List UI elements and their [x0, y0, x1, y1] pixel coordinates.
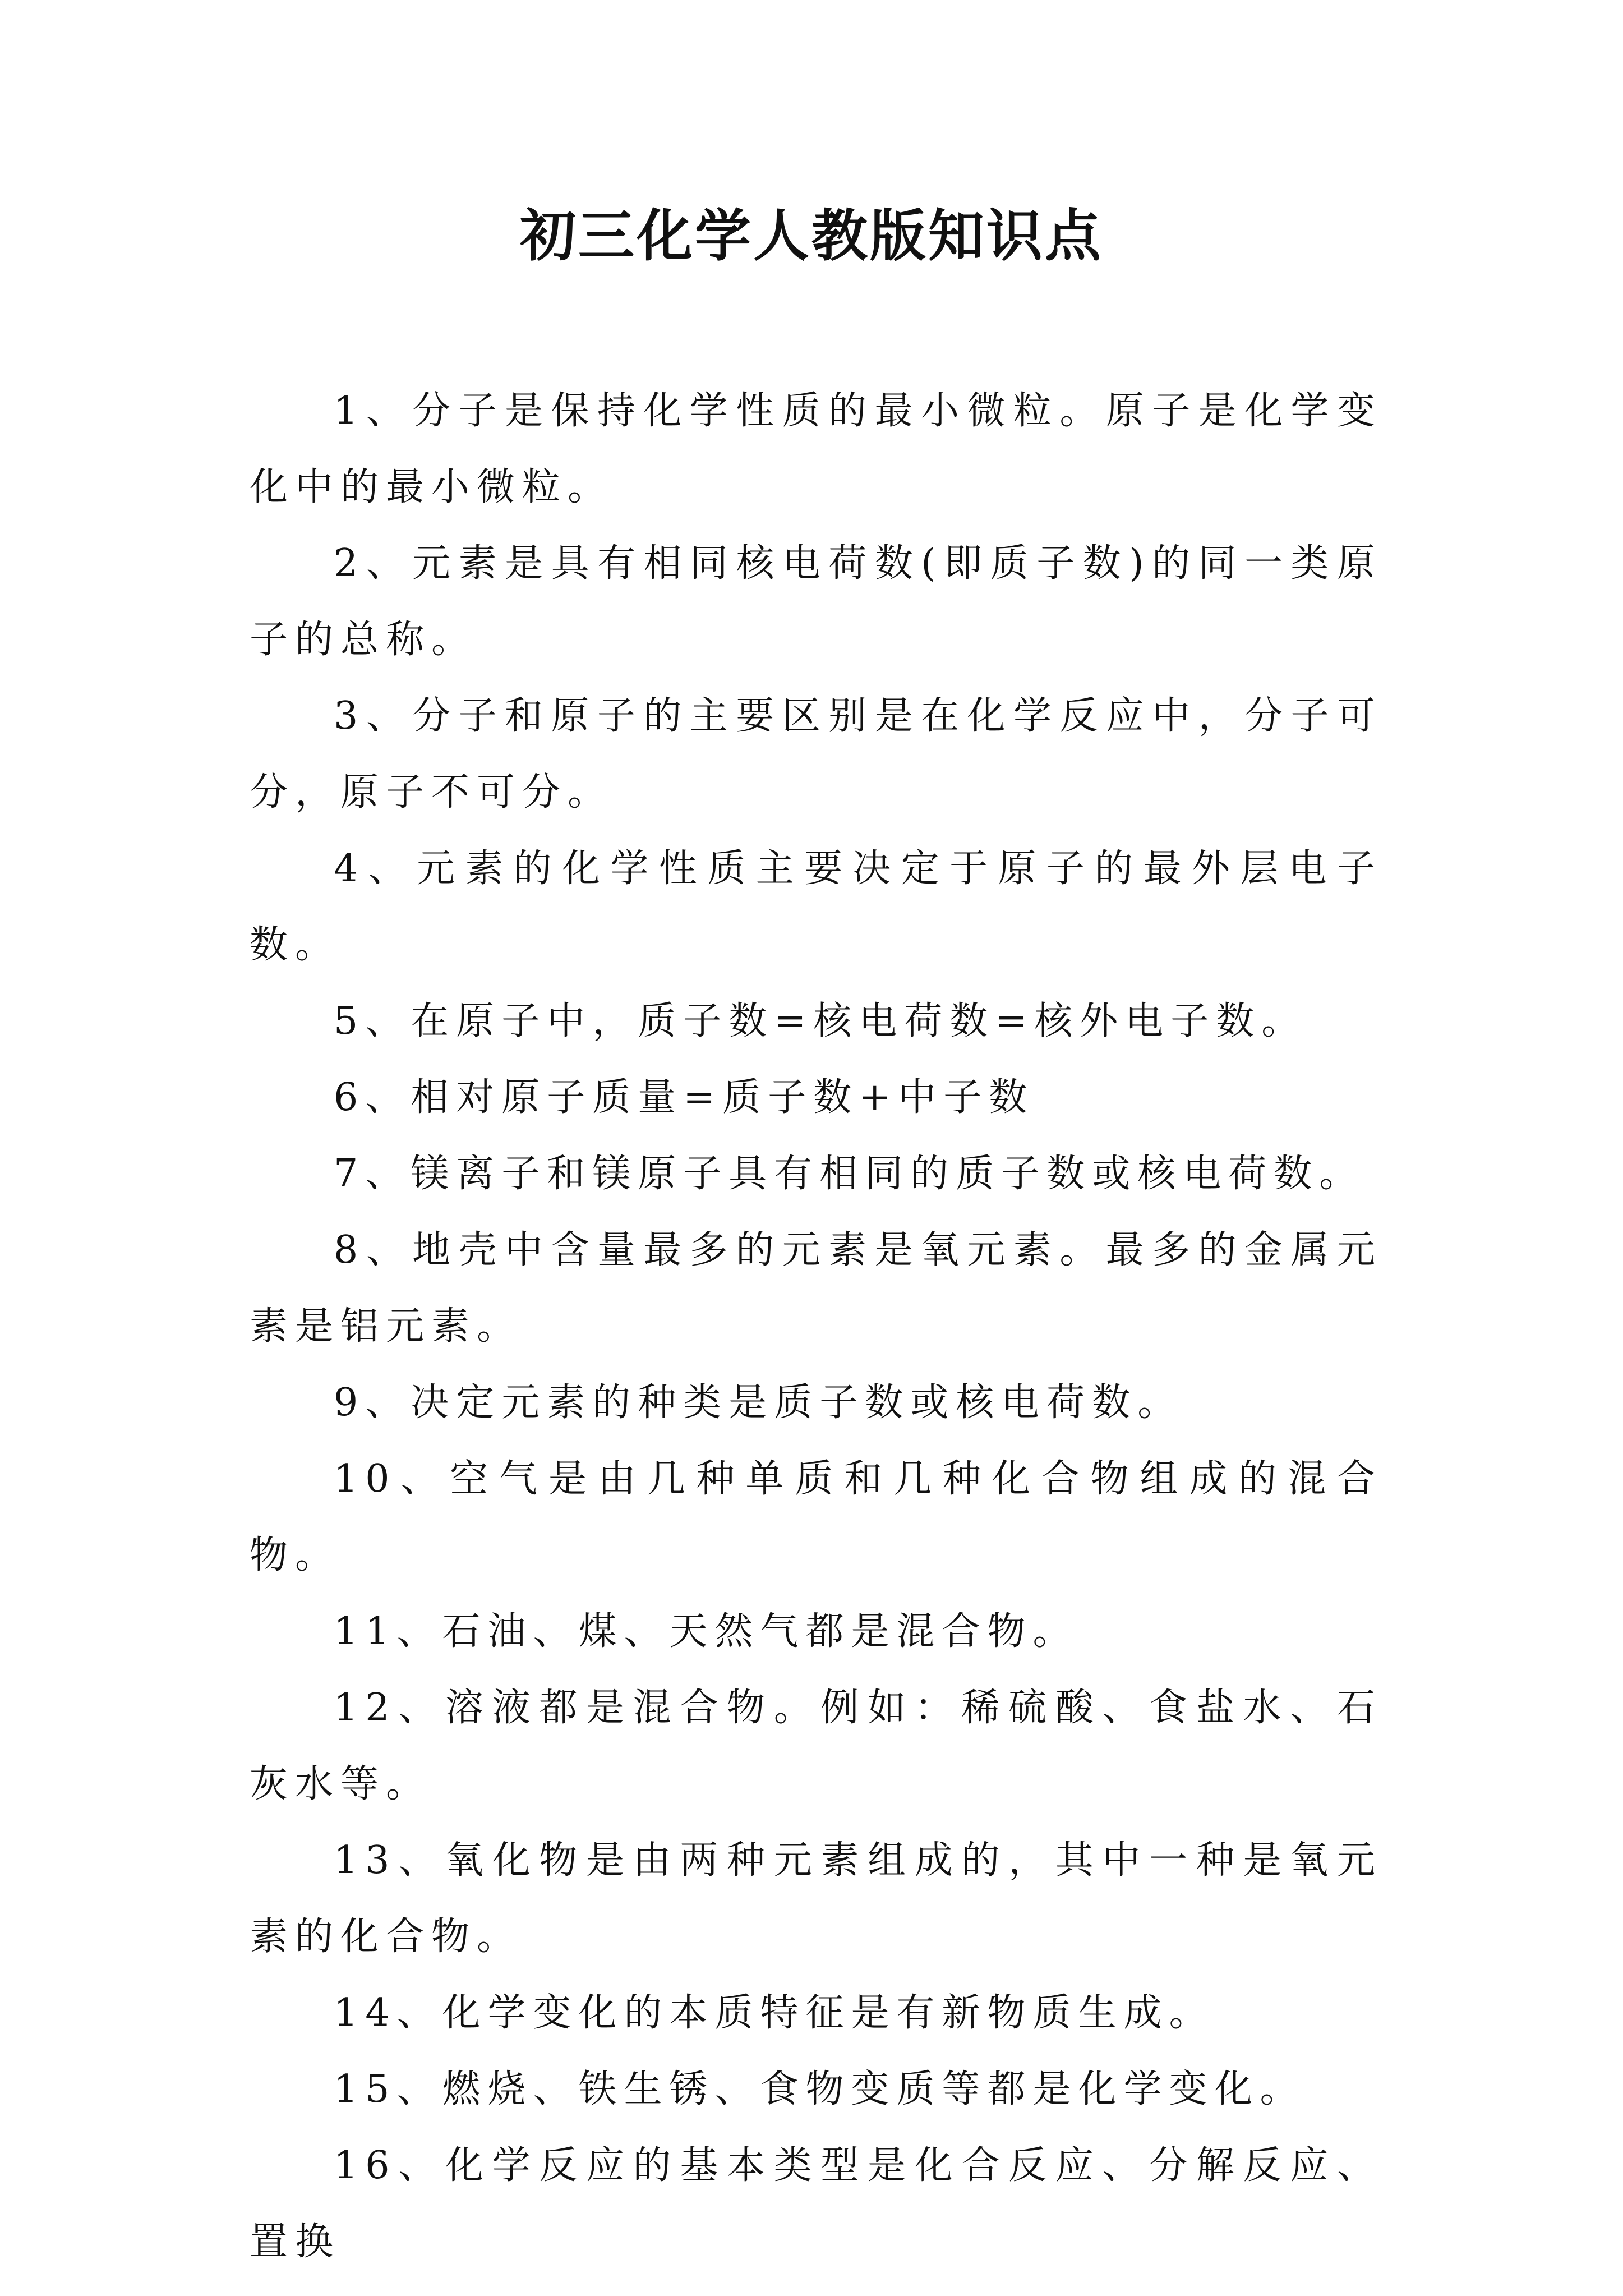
paragraph: 3、分子和原子的主要区别是在化学反应中，分子可分，原子不可分。	[250, 694, 1382, 815]
paragraph: 1、分子是保持化学性质的最小微粒。原子是化学变化中的最小微粒。	[250, 389, 1382, 509]
paragraph: 15、燃烧、铁生锈、食物变质等都是化学变化。	[334, 2067, 1306, 2111]
paragraph: 8、地壳中含量最多的元素是氧元素。最多的金属元素是铝元素。	[250, 1228, 1382, 1349]
paragraph: 14、化学变化的本质特征是有新物质生成。	[334, 1991, 1215, 2035]
paragraph: 4、元素的化学性质主要决定于原子的最外层电子数。	[250, 846, 1382, 967]
paragraph: 6、相对原子质量=质子数+中子数	[334, 1075, 1035, 1120]
paragraph: 12、溶液都是混合物。例如：稀硫酸、食盐水、石灰水等。	[250, 1686, 1382, 1806]
document-body	[250, 373, 1382, 2280]
paragraph: 9、决定元素的种类是质子数或核电荷数。	[334, 1381, 1183, 1425]
paragraph: 16、化学反应的基本类型是化合反应、分解反应、置换	[250, 2143, 1382, 2264]
paragraph: 11、石油、煤、天然气都是混合物。	[334, 1609, 1078, 1654]
paragraph: 5、在原子中，质子数=核电荷数=核外电子数。	[334, 999, 1307, 1043]
paragraph: 7、镁离子和镁原子具有相同的质子数或核电荷数。	[334, 1152, 1365, 1196]
paragraph: 10、空气是由几种单质和几种化合物组成的混合物。	[250, 1457, 1382, 1577]
paragraph: 2、元素是具有相同核电荷数(即质子数)的同一类原子的总称。	[250, 541, 1382, 662]
paragraph: 13、氧化物是由两种元素组成的，其中一种是氧元素的化合物。	[250, 1838, 1382, 1959]
document-title: 初三化学人教版知识点	[520, 203, 1103, 269]
